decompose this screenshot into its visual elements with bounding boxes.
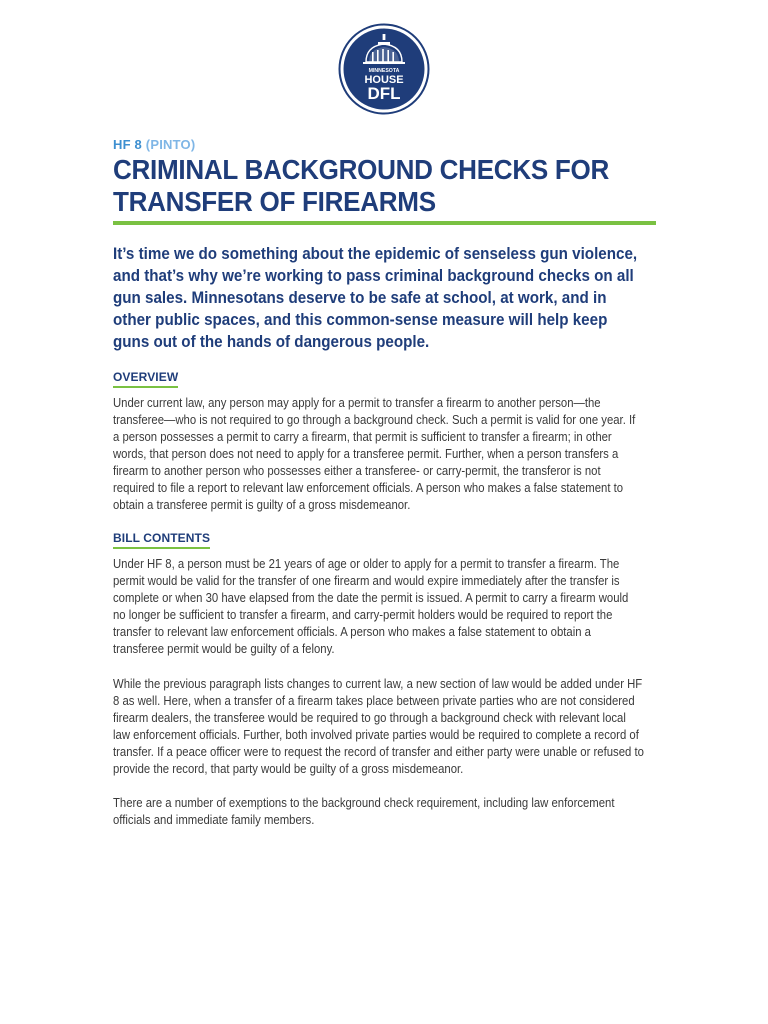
bill-contents-paragraph-3: There are a number of exemptions to the background check requirement, including law enforcement officials and immediate family members. [113, 796, 615, 827]
capitol-dome-icon [337, 22, 431, 116]
logo-line2: HOUSE [364, 74, 404, 86]
bill-contents-paragraph-2: While the previous paragraph lists changes to current law, a new section of law would be added under HF 8 as well. Here, when a transfer of a firearm takes place between private parties who are not considered firearm dealers, the transferee would be required to go through a background check with relevant local law enforcement officials. Further, both involved private parties would be required to complete a record of transfer. If a peace officer were to request the record of transfer and either party were unable or refused to provide the record, that party would be guilty of a gross misdemeanor. [113, 677, 644, 776]
page-title: CRIMINAL BACKGROUND CHECKS FOR TRANSFER OF FIREARMS [113, 154, 610, 217]
logo-line1: MINNESOTA [368, 68, 400, 74]
bill-contents-paragraph-1: Under HF 8, a person must be 21 years of age or older to apply for a permit to transfer a firearm. The permit would be valid for the transfer of one firearm and would expire immediately after the transfer is complete or when 30 have elapsed from the date the permit is issued. A permit to carry a firearm would no longer be sufficient to transfer a firearm, and carry-permit holders would be required to report the transfer to relevant law enforcement officials. A person who makes a false statement to obtain a transferee permit would be guilty of a felony. [113, 557, 629, 656]
overview-paragraph: Under current law, any person may apply for a permit to transfer a firearm to another person—the transferee—who is not required to go through a background check. Such a permit is valid for one year. If a person possesses a permit to carry a firearm, that permit is sufficient to transfer a firearm; in other words, that person does not need to apply for a transferee permit. Further, when a person transfers a firearm to another person who possesses either a transferee- or carry-permit, the transferor is not required to file a report to relevant law enforcement officials. A person who makes a false statement to obtain a transferee permit is guilty of a gross misdemeanor. [113, 396, 636, 512]
bill-contents-heading: BILL CONTENTS [113, 531, 210, 549]
title-divider [113, 221, 656, 225]
bill-tag [113, 137, 195, 152]
logo-line3: DFL [367, 84, 401, 103]
bill-sponsor: (PINTO) [145, 137, 196, 152]
overview-heading: OVERVIEW [113, 370, 178, 388]
intro-statement: It’s time we do something about the epidemic of senseless gun violence, and that’s why we’re working to pass criminal background checks on all gun sales. Minnesotans deserve to be safe at school, at work, and in other public spaces, and this common-sense measure will help keep guns out of the hands of dangerous people. [113, 245, 638, 351]
bill-number: HF 8 [113, 137, 142, 152]
